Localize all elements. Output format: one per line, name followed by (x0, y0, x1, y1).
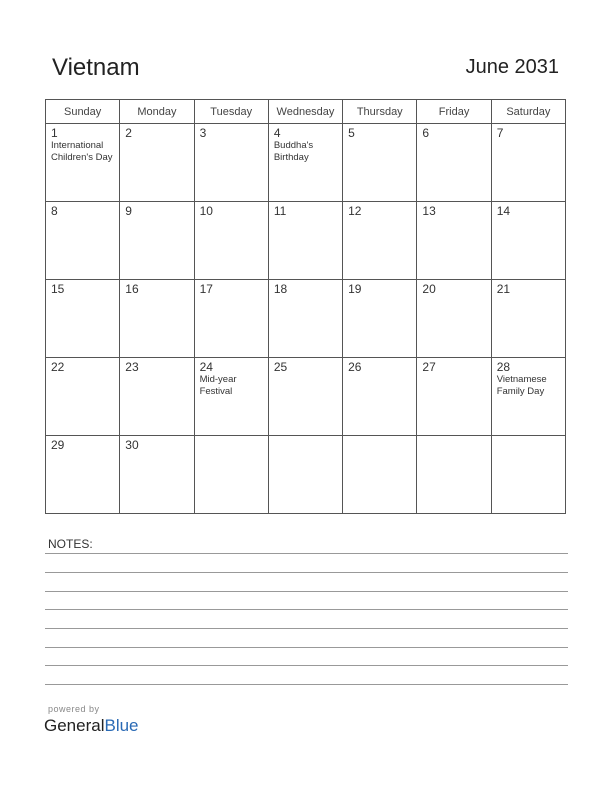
weekday-header: Thursday (343, 100, 417, 124)
day-cell (46, 358, 120, 436)
week-row (46, 280, 566, 358)
day-cell (343, 358, 417, 436)
day-cell (194, 280, 268, 358)
day-cell (120, 358, 194, 436)
weekday-header: Tuesday (194, 100, 268, 124)
day-number: 25 (273, 360, 288, 374)
day-cell (268, 436, 342, 514)
weekday-header: Friday (417, 100, 491, 124)
holiday-label: Mid-year Festival (199, 374, 237, 397)
note-line (45, 591, 568, 592)
day-number (343, 436, 416, 438)
day-number (492, 436, 565, 438)
day-number: 18 (273, 282, 288, 296)
day-cell (194, 358, 268, 436)
note-line (45, 684, 568, 685)
day-cell (343, 202, 417, 280)
day-cell (417, 436, 491, 514)
day-cell (46, 436, 120, 514)
day-number: 20 (422, 282, 436, 296)
day-number: 16 (125, 282, 139, 296)
day-number: 2 (125, 126, 132, 140)
brand-name-blue: Blue (104, 716, 139, 735)
day-cell (491, 436, 565, 514)
day-cell (120, 124, 194, 202)
week-row (46, 124, 566, 202)
notes-label: NOTES: (48, 537, 93, 551)
day-cell (46, 124, 120, 202)
day-cell (120, 280, 194, 358)
weekday-header: Wednesday (268, 100, 342, 124)
day-number: 21 (496, 282, 511, 296)
weekday-header: Monday (120, 100, 194, 124)
day-number: 15 (51, 282, 65, 296)
day-cell (491, 202, 565, 280)
day-cell (46, 202, 120, 280)
week-row (46, 202, 566, 280)
day-number: 6 (422, 126, 430, 140)
day-cell (194, 436, 268, 514)
note-line (45, 609, 568, 610)
day-cell (491, 124, 565, 202)
day-number: 13 (422, 204, 436, 218)
day-cell (194, 202, 268, 280)
day-cell (343, 124, 417, 202)
holiday-label: Vietnamese Family Day (496, 374, 547, 397)
day-cell (417, 124, 491, 202)
day-cell (120, 202, 194, 280)
day-cell (268, 358, 342, 436)
week-row (46, 358, 566, 436)
day-number: 29 (51, 438, 65, 452)
day-number: 24 (199, 360, 213, 374)
weekday-header: Sunday (46, 100, 120, 124)
note-line (45, 628, 568, 629)
day-cell (343, 436, 417, 514)
day-cell (194, 124, 268, 202)
day-cell (417, 358, 491, 436)
note-line (45, 572, 568, 573)
holiday-label: Buddha's Birthday (273, 140, 314, 163)
day-cell (417, 202, 491, 280)
day-number: 4 (273, 126, 281, 140)
calendar-month-year: June 2031 (465, 56, 559, 78)
weekday-header: Saturday (491, 100, 565, 124)
day-cell (46, 280, 120, 358)
day-number: 10 (199, 204, 213, 218)
day-number: 11 (273, 204, 287, 218)
day-cell (268, 124, 342, 202)
day-number: 27 (422, 360, 436, 374)
note-line (45, 665, 568, 666)
note-line (45, 553, 568, 554)
day-number: 28 (496, 360, 511, 374)
day-cell (491, 358, 565, 436)
day-number: 1 (51, 126, 58, 140)
powered-by-label: powered by (48, 704, 100, 714)
brand-name-general: General (44, 716, 105, 735)
day-cell (120, 436, 194, 514)
day-number: 12 (348, 204, 362, 218)
day-number: 3 (199, 126, 207, 140)
day-cell (343, 280, 417, 358)
day-cell (417, 280, 491, 358)
holiday-label: International Children's Day (51, 140, 113, 163)
day-number (269, 436, 342, 438)
day-number (417, 436, 490, 438)
day-number: 9 (125, 204, 132, 218)
day-number: 5 (348, 126, 355, 140)
week-row (46, 436, 566, 514)
day-number: 8 (51, 204, 58, 218)
day-number: 23 (125, 360, 139, 374)
day-number: 22 (51, 360, 65, 374)
day-number: 7 (496, 126, 504, 140)
day-cell (268, 202, 342, 280)
note-line (45, 647, 568, 648)
day-cell (268, 280, 342, 358)
day-number: 30 (125, 438, 139, 452)
calendar-grid (45, 99, 566, 514)
day-cell (491, 280, 565, 358)
day-number: 19 (348, 282, 362, 296)
day-number: 26 (348, 360, 362, 374)
day-number: 14 (496, 204, 511, 218)
generalblue-logo (44, 716, 139, 736)
day-number: 17 (199, 282, 213, 296)
weekday-header-row (46, 100, 566, 124)
day-number (195, 436, 268, 438)
calendar-country-title: Vietnam (52, 54, 140, 81)
